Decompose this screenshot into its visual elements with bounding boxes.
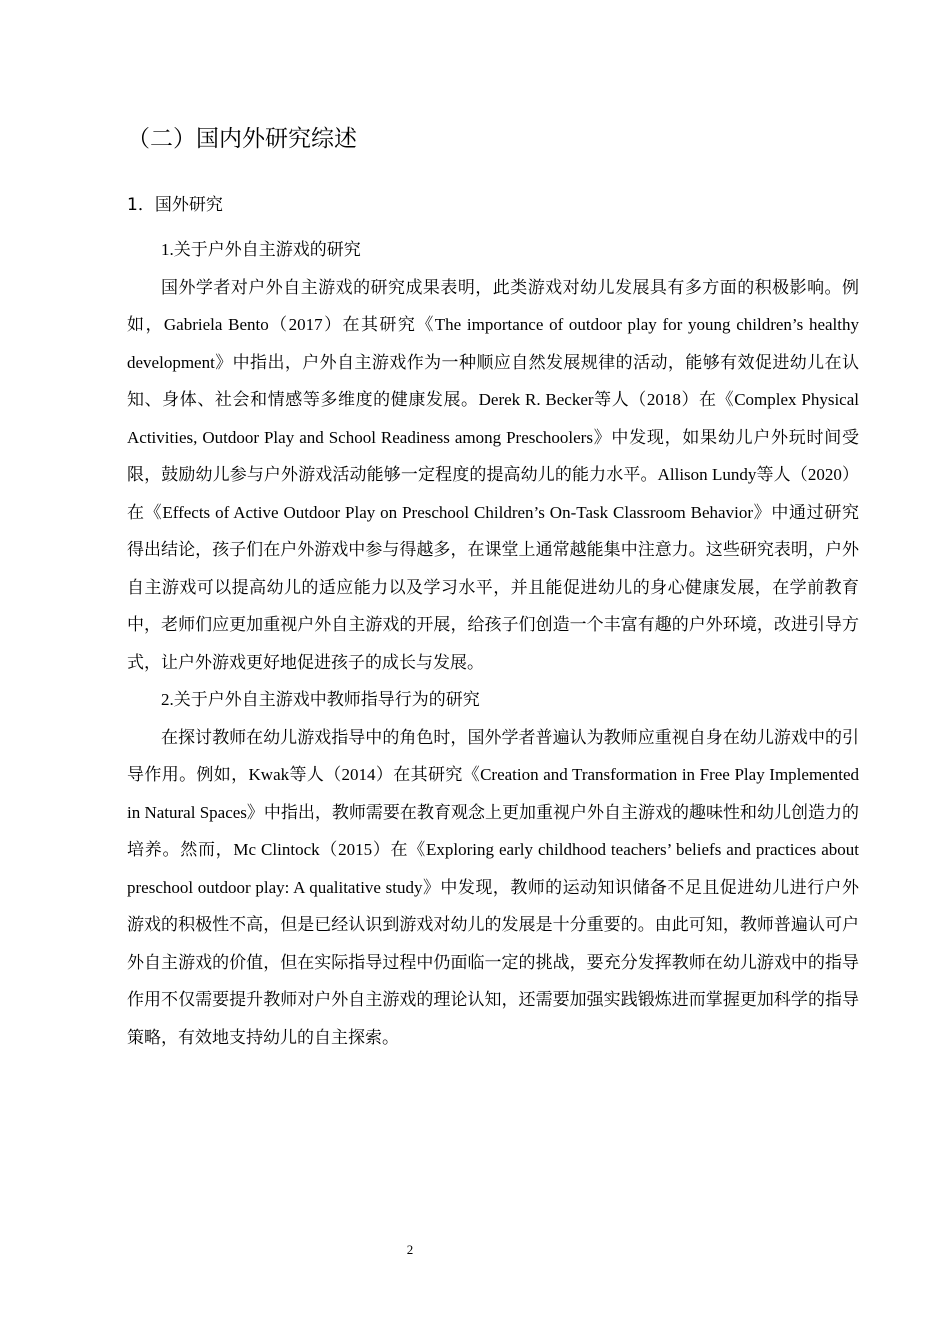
body-text bbox=[127, 231, 859, 1056]
paragraph-2: 在探讨教师在幼儿游戏指导中的角色时，国外学者普遍认为教师应重视自身在幼儿游戏中的引导作用。例如，Kwak等人（2014）在其研究《Creation and Transformation in Free Play Implemented in Natural Spaces》中指出，教师需要在教育观念上更加重视户外自主游戏的趣味性和幼儿创造力的培养。然而，Mc Clintock（2015）在《Exploring early childhood teachers’ beliefs and practices about preschool outdoor play: A qualitative study》中发现，教师的运动知识储备不足且促进幼儿进行户外游戏的积极性不高，但是已经认识到游戏对幼儿的发展是十分重要的。由此可知，教师普遍认可户外自主游戏的价值，但在实际指导过程中仍面临一定的挑战，要充分发挥教师在幼儿游戏中的指导作用不仅需要提升教师对户外自主游戏的理论认知，还需要加强实践锻炼进而掌握更加科学的指导策略，有效地支持幼儿的自主探索。 bbox=[127, 727, 859, 1047]
topic-heading-2: 2.关于户外自主游戏中教师指导行为的研究 bbox=[161, 690, 480, 709]
topic-heading-1: 1.关于户外自主游戏的研究 bbox=[161, 240, 361, 259]
paragraph-1: 国外学者对户外自主游戏的研究成果表明，此类游戏对幼儿发展具有多方面的积极影响。例如，Gabriela Bento（2017）在其研究《The importance of outdoor play for young children’s healthy development》中指出，户外自主游戏作为一种顺应自然发展规律的活动，能够有效促进幼儿在认知、身体、社会和情感等多维度的健康发展。Derek R. Becker等人（2018）在《Complex Physical Activities, Outdoor Play and School Readiness among Preschoolers》中发现，如果幼儿户外玩时间受限，鼓励幼儿参与户外游戏活动能够一定程度的提高幼儿的能力水平。Allison Lundy等人（2020）在《Effects of Active Outdoor Play on Preschool Children’s On-Task Classroom Behavior》中通过研究得出结论，孩子们在户外游戏中参与得越多，在课堂上通常越能集中注意力。这些研究表明，户外自主游戏可以提高幼儿的适应能力以及学习水平，并且能促进幼儿的身心健康发展，在学前教育中，老师们应更加重视户外自主游戏的开展，给孩子们创造一个丰富有趣的户外环境，改进引导方式，让户外游戏更好地促进孩子的成长与发展。 bbox=[127, 277, 859, 672]
sub-heading: 1．国外研究 bbox=[127, 195, 223, 215]
page-number: 2 bbox=[406, 1242, 414, 1257]
section-heading: （二）国内外研究综述 bbox=[127, 126, 357, 152]
